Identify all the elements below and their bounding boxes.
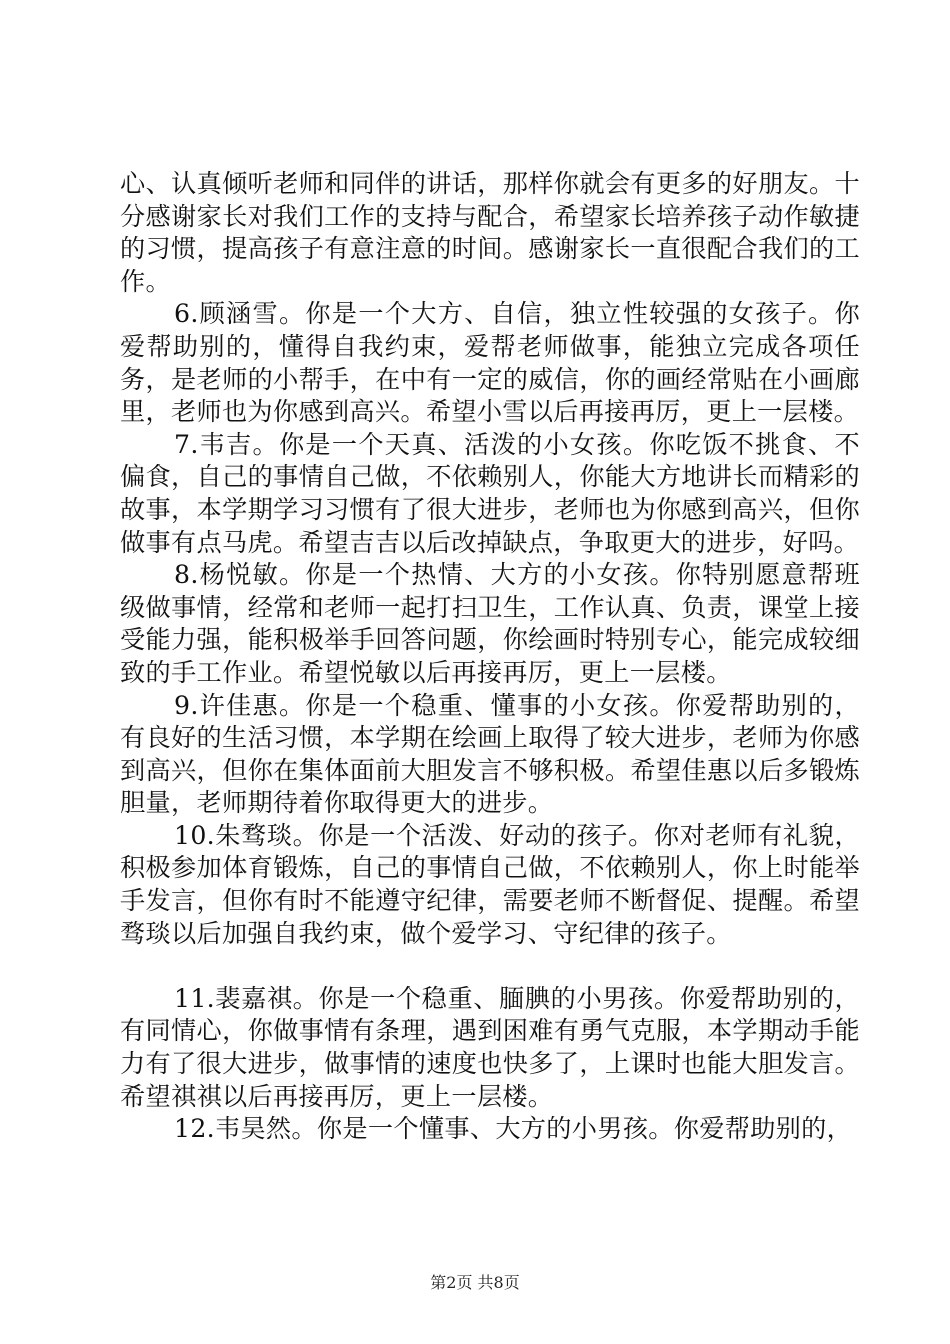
paragraph-item-10: 10.朱骛琰。你是一个活泼、好动的孩子。你对老师有礼貌，积极参加体育锻炼，自己的事情自己做，不依赖别人，你上时能举手发言，但你有时不能遵守纪律，需要老师不断督促、提醒。希望骛琰以后加强自我约束，做个爱学习、守纪律的孩子。 — [120, 820, 860, 948]
paragraph-item-6: 6.顾涵雪。你是一个大方、自信，独立性较强的女孩子。你爱帮助别的，懂得自我约束，爱帮老师做事，能独立完成各项任务，是老师的小帮手，在中有一定的威信，你的画经常贴在小画廊里，老师也为你感到高兴。希望小雪以后再接再厉，更上一层楼。 — [120, 299, 860, 427]
paragraph-item-9: 9.许佳惠。你是一个稳重、懂事的小女孩。你爱帮助别的，有良好的生活习惯，本学期在绘画上取得了较大进步，老师为你感到高兴，但你在集体面前大胆发言不够积极。希望佳惠以后多锻炼胆量，老师期待着你取得更大的进步。 — [120, 690, 860, 818]
paragraph-item-8: 8.杨悦敏。你是一个热情、大方的小女孩。你特别愿意帮班级做事情，经常和老师一起打扫卫生，工作认真、负责，课堂上接受能力强，能积极举手回答问题，你绘画时特别专心，能完成较细致的手工作业。希望悦敏以后再接再厉，更上一层楼。 — [120, 560, 860, 687]
page-footer: 第2页 共8页 — [430, 1273, 520, 1292]
paragraph-item-11: 11.裴嘉祺。你是一个稳重、腼腆的小男孩。你爱帮助别的，有同情心，你做事情有条理，遇到困难有勇气克服，本学期动手能力有了很大进步，做事情的速度也快多了，上课时也能大胆发言。希望祺祺以后再接再厉，更上一层楼。 — [120, 983, 860, 1111]
document-body — [120, 168, 860, 1146]
paragraph-item-12: 12.韦昊然。你是一个懂事、大方的小男孩。你爱帮助别的， — [174, 1114, 853, 1144]
paragraph-continuation: 心、认真倾听老师和同伴的讲话，那样你就会有更多的好朋友。十分感谢家长对我们工作的支持与配合，希望家长培养孩子动作敏捷的习惯，提高孩子有意注意的时间。感谢家长一直很配合我们的工作。 — [120, 169, 860, 296]
paragraph-item-7: 7.韦吉。你是一个天真、活泼的小女孩。你吃饭不挑食、不偏食，自己的事情自己做，不依赖别人，你能大方地讲长而精彩的故事，本学期学习习惯有了很大进步，老师也为你感到高兴，但你做事有点马虎。希望吉吉以后改掉缺点，争取更大的进步，好吗。 — [120, 429, 860, 557]
